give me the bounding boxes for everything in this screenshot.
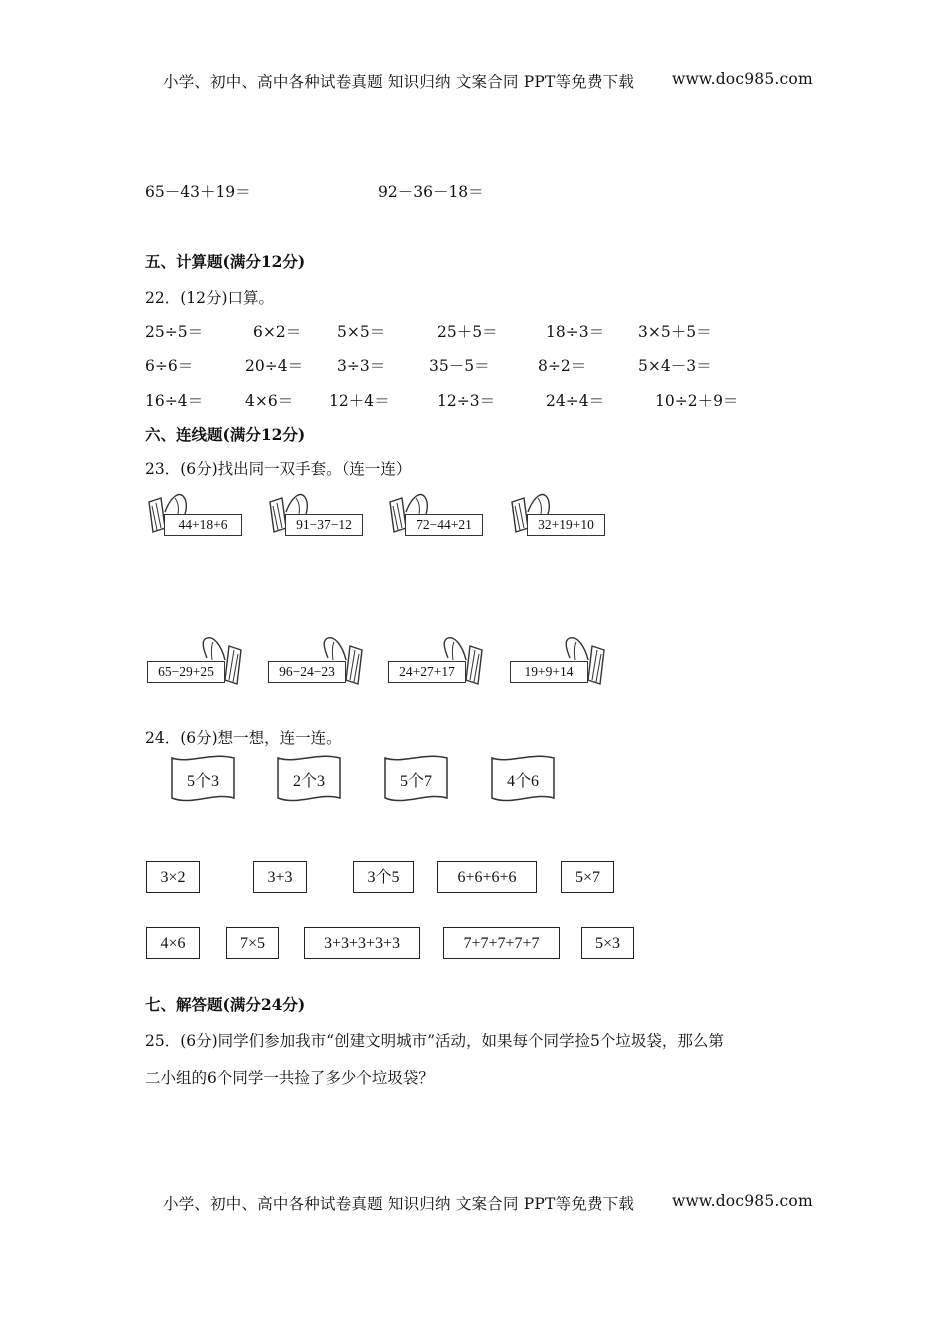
scroll-card-label: 5个7 [399,773,432,790]
question-25-line1: 25．(6分)同学们参加我市“创建文明城市”活动，如果每个同学捡5个垃圾袋，那么第 [145,1032,724,1050]
oral-calc-item: 16÷4＝ [145,392,204,410]
exercise-top-2: 92－36－18＝ [378,183,484,201]
glove-expression: 72−44+21 [405,514,483,536]
glove-expression: 32+19+10 [527,514,605,536]
match-box[interactable]: 3+3 [253,861,307,893]
glove-expression: 65−29+25 [147,661,225,683]
glove-bottom-2[interactable] [266,632,366,692]
glove-top-3[interactable] [386,490,486,550]
page-footer-url: www.doc985.com [672,1192,813,1210]
question-25-line2: 二小组的6个同学一共捡了多少个垃圾袋？ [145,1069,434,1087]
match-box[interactable]: 3×2 [146,861,200,893]
glove-bottom-3[interactable] [386,632,486,692]
section7-title: 七、解答题(满分24分) [145,995,306,1014]
oral-calc-item: 25÷5＝ [145,323,204,341]
oral-calc-item: 35－5＝ [429,357,490,375]
scroll-card-1[interactable] [170,754,236,808]
oral-calc-item: 8÷2＝ [538,357,587,375]
page-footer-text: 小学、初中、高中各种试卷真题 知识归纳 文案合同 PPT等免费下载 [163,1195,635,1213]
glove-expression: 91−37−12 [285,514,363,536]
question-22: 22．(12分)口算。 [145,289,275,307]
question-23: 23．(6分)找出同一双手套。（连一连） [145,460,412,478]
glove-top-2[interactable] [266,490,366,550]
glove-top-1[interactable] [145,490,245,550]
scroll-card-3[interactable] [383,754,449,808]
match-box[interactable]: 7+7+7+7+7 [443,927,560,959]
oral-calc-item: 25＋5＝ [437,323,498,341]
oral-calc-item: 5×4－3＝ [638,357,712,375]
scroll-card-2[interactable] [276,754,342,808]
oral-calc-item: 5×5＝ [337,323,386,341]
oral-calc-item: 12＋4＝ [329,392,390,410]
scroll-card-label: 4个6 [506,773,539,790]
match-box[interactable]: 7×5 [226,927,279,959]
oral-calc-item: 24÷4＝ [546,392,605,410]
glove-top-4[interactable] [508,490,608,550]
oral-calc-item: 6÷6＝ [145,357,194,375]
scroll-card-label: 2个3 [292,773,325,790]
glove-expression: 24+27+17 [388,661,466,683]
section5-title: 五、计算题(满分12分) [145,252,306,271]
page-header-url: www.doc985.com [672,70,813,88]
oral-calc-item: 12÷3＝ [437,392,496,410]
oral-calc-item: 3×5＋5＝ [638,323,712,341]
exercise-top-1: 65－43＋19＝ [145,183,251,201]
question-24: 24．(6分)想一想，连一连。 [145,729,342,747]
glove-bottom-1[interactable] [145,632,245,692]
oral-calc-item: 3÷3＝ [337,357,386,375]
match-box[interactable]: 5×7 [561,861,614,893]
oral-calc-item: 6×2＝ [253,323,302,341]
match-box[interactable]: 5×3 [581,927,634,959]
match-box[interactable]: 3+3+3+3+3 [304,927,420,959]
oral-calc-item: 10÷2＋9＝ [655,392,739,410]
scroll-card-label: 5个3 [186,773,219,790]
glove-bottom-4[interactable] [508,632,608,692]
oral-calc-item: 4×6＝ [245,392,294,410]
oral-calc-item: 20÷4＝ [245,357,304,375]
glove-expression: 44+18+6 [164,514,242,536]
glove-expression: 96−24−23 [268,661,346,683]
section6-title: 六、连线题(满分12分) [145,425,306,444]
glove-expression: 19+9+14 [510,661,588,683]
scroll-card-4[interactable] [490,754,556,808]
page-header-text: 小学、初中、高中各种试卷真题 知识归纳 文案合同 PPT等免费下载 [163,73,635,91]
match-box[interactable]: 6+6+6+6 [437,861,537,893]
oral-calc-item: 18÷3＝ [546,323,605,341]
match-box[interactable]: 3个5 [353,861,414,893]
match-box[interactable]: 4×6 [146,927,200,959]
